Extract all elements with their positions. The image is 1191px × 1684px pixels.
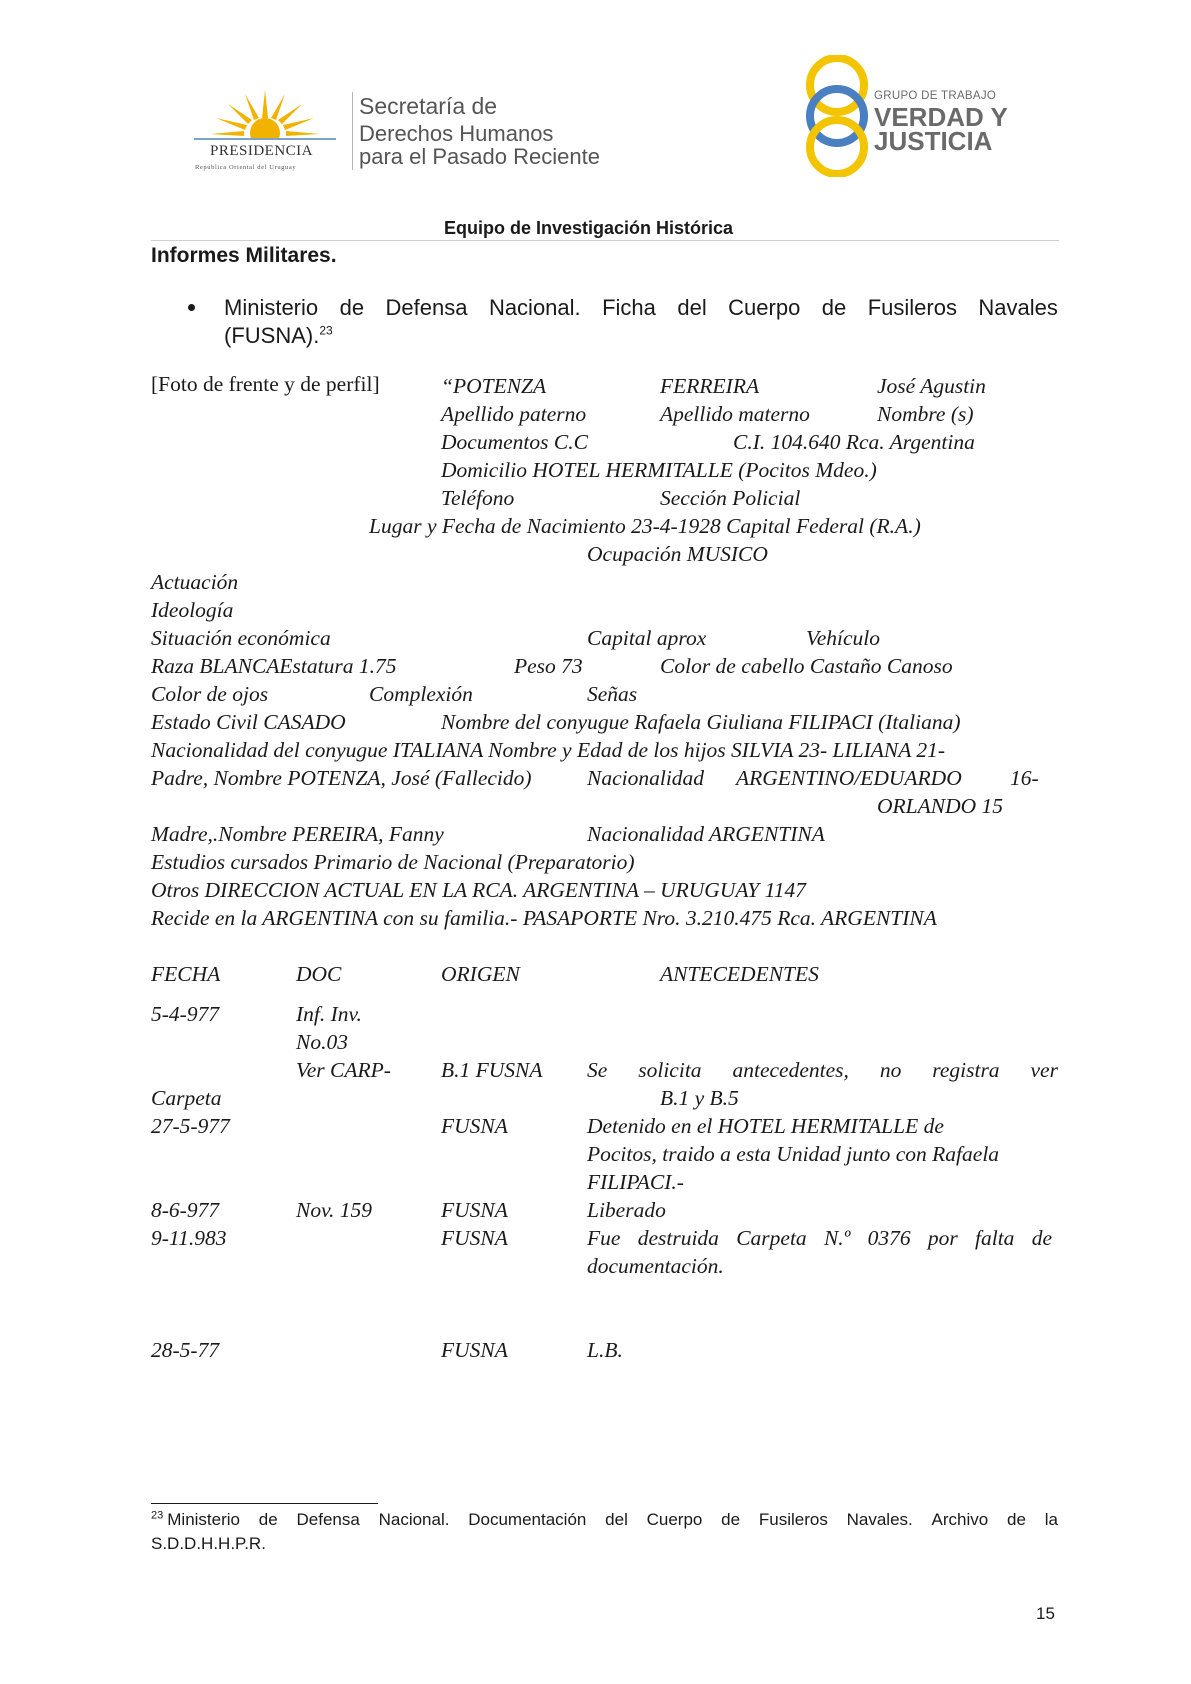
word: N.º (823, 1226, 851, 1250)
footnote-word: Archivo (931, 1510, 989, 1529)
grupo-justicia: JUSTICIA (874, 126, 993, 156)
complexion-label: Complexión (369, 682, 473, 706)
footnote-word: del (605, 1510, 628, 1529)
estado-civil: Estado Civil CASADO (151, 710, 346, 734)
word: de (1031, 1226, 1052, 1250)
bullet-word: Ficha (602, 295, 656, 320)
row4-fecha: 9-11.983 (151, 1226, 227, 1250)
footnote-word: de (1007, 1510, 1026, 1529)
hijo-orlando: ORLANDO 15 (877, 794, 1004, 818)
linked-rings-icon (800, 55, 875, 177)
footnote-word: Fusileros (758, 1510, 828, 1529)
nombre-label: Nombre (s) (877, 402, 974, 426)
row3-origen: FUSNA (441, 1198, 508, 1222)
bullet-word: Ministerio (224, 295, 319, 320)
padre-nombre: Padre, Nombre POTENZA, José (Fallecido) (151, 766, 532, 790)
apellido-materno-value: FERREIRA (660, 374, 760, 398)
apellido-materno-label: Apellido materno (660, 402, 810, 426)
secretaria-line1: Secretaría de (359, 93, 498, 119)
row1-carpeta: Carpeta (151, 1086, 222, 1110)
footnote-line1 (151, 1508, 1058, 1531)
team-heading: Equipo de Investigación Histórica (444, 218, 734, 238)
sun-icon (190, 88, 340, 148)
word: solicita (638, 1058, 702, 1082)
apellido-paterno-label: Apellido paterno (441, 402, 587, 426)
word: antecedentes, (732, 1058, 849, 1082)
row4-antecedentes-line2: documentación. (587, 1254, 724, 1278)
row4-origen: FUSNA (441, 1226, 508, 1250)
bullet-word: Fusileros (867, 295, 957, 320)
grupo-verdad: VERDAD Y (874, 102, 1008, 132)
footnote-word: la (1044, 1510, 1058, 1529)
row1-origen: B.1 FUSNA (441, 1058, 543, 1082)
verdad-justicia-logo (800, 55, 1070, 180)
table-header-origen: ORIGEN (441, 962, 520, 986)
footnote-word: Nacional. (378, 1510, 450, 1529)
bullet-line1 (224, 294, 1058, 322)
grupo-small: GRUPO DE TRABAJO (874, 90, 997, 102)
peso: Peso 73 (514, 654, 583, 678)
vehiculo-label: Vehículo (806, 626, 881, 650)
row1-fecha: 5-4-977 (151, 1002, 220, 1026)
bullet-word: de (339, 295, 365, 320)
lugar-fecha-nacimiento: Lugar y Fecha de Nacimiento 23-4-1928 Capital Federal (R.A.) (369, 514, 921, 538)
row1-doc-line3: Ver CARP- (296, 1058, 391, 1082)
apellido-paterno-value: “POTENZA (441, 374, 547, 398)
row5-fecha: 28-5-77 (151, 1338, 220, 1362)
header-divider (352, 92, 353, 170)
photo-placeholder: [Foto de frente y de perfil] (151, 372, 380, 396)
color-ojos-label: Color de ojos (151, 682, 269, 706)
secretaria-line2: Derechos Humanos (359, 121, 554, 146)
row1-doc-line1: Inf. Inv. (296, 1002, 362, 1026)
footnote-number: 23 (151, 1509, 164, 1522)
madre-nacionalidad: Nacionalidad ARGENTINA (587, 822, 825, 846)
footnote-line2: S.D.D.H.H.P.R. (151, 1534, 266, 1553)
situacion-label: Situación económica (151, 626, 331, 650)
padre-nacionalidad-value: ARGENTINO/EDUARDO (736, 766, 962, 790)
footnote-first (151, 1508, 240, 1531)
row3-doc: Nov. 159 (296, 1198, 373, 1222)
footnote-ref[interactable]: 23 (319, 323, 333, 338)
row2-origen: FUSNA (441, 1114, 508, 1138)
bullet-word: de (821, 295, 847, 320)
documentos-label: Documentos C.C (441, 430, 588, 454)
bullet-word: Cuerpo (728, 295, 801, 320)
hijo-edad: 16- (1010, 766, 1039, 790)
word: Fue (587, 1226, 621, 1250)
raza-estatura: Raza BLANCAEstatura 1.75 (151, 654, 397, 678)
footnote-word: Documentación (468, 1510, 587, 1529)
presidencia-word: PRESIDENCIA (210, 143, 314, 159)
word: ver (1030, 1058, 1058, 1082)
word: Carpeta (736, 1226, 807, 1250)
senas-label: Señas (587, 682, 638, 706)
ocupacion: Ocupación MUSICO (587, 542, 768, 566)
bullet-marker (188, 304, 195, 311)
footnote-word: Defensa (296, 1510, 360, 1529)
table-header-fecha: FECHA (151, 962, 221, 986)
actuacion-label: Actuación (151, 570, 239, 594)
capital-label: Capital aprox (587, 626, 707, 650)
telefono-label: Teléfono (441, 486, 515, 510)
row3-fecha: 8-6-977 (151, 1198, 220, 1222)
ideologia-label: Ideología (151, 598, 234, 622)
word: por (927, 1226, 958, 1250)
row5-antecedentes: L.B. (587, 1338, 623, 1362)
footnote-word: de (721, 1510, 741, 1529)
secretaria-line3: para el Pasado Reciente (359, 144, 600, 169)
bullet-word: del (677, 295, 707, 320)
row2-antecedentes-line1: Detenido en el HOTEL HERMITALLE de (587, 1114, 944, 1138)
bullet-word: Nacional. (488, 295, 581, 320)
row1-doc-line2: No.03 (296, 1030, 348, 1054)
page-number: 15 (1036, 1604, 1055, 1623)
table-header-antecedentes: ANTECEDENTES (660, 962, 819, 986)
row5-origen: FUSNA (441, 1338, 508, 1362)
table-header-doc: DOC (296, 962, 342, 986)
nombre-value: José Agustin (877, 374, 986, 398)
header-rule (151, 240, 1059, 241)
word: Se (587, 1058, 608, 1082)
otros: Otros DIRECCION ACTUAL EN LA RCA. ARGENTINA – URUGUAY 1147 (151, 878, 807, 902)
padre-nacionalidad-label: Nacionalidad (587, 766, 705, 790)
madre-nombre: Madre,.Nombre PEREIRA, Fanny (151, 822, 444, 846)
presidencia-logo (190, 88, 340, 178)
word: no (879, 1058, 902, 1082)
seccion-label: Sección Policial (660, 486, 801, 510)
word: registra (932, 1058, 1000, 1082)
footnote-word: Cuerpo (646, 1510, 703, 1529)
row2-antecedentes-line2: Pocitos, traido a esta Unidad junto con Rafaela (587, 1142, 1000, 1166)
row4-antecedentes-line1 (587, 1224, 1052, 1252)
footnote-word: Navales. (846, 1510, 913, 1529)
bullet-word: Navales (978, 295, 1058, 320)
row2-fecha: 27-5-977 (151, 1114, 230, 1138)
footnote-word: Ministerio (167, 1510, 240, 1529)
color-cabello: Color de cabello Castaño Canoso (660, 654, 953, 678)
bullet-line2-text: (FUSNA). (224, 323, 320, 348)
presidencia-subtitle: República Oriental del Uruguay (195, 164, 297, 171)
bullet-word: Defensa (385, 295, 468, 320)
estudios: Estudios cursados Primario de Nacional (Preparatorio) (151, 850, 635, 874)
nombre-conyugue: Nombre del conyugue Rafaela Giuliana FILIPACI (Italiana) (441, 710, 961, 734)
section-title: Informes Militares. (151, 244, 337, 267)
word: destruida (637, 1226, 719, 1250)
nacionalidad-conyugue-hijos: Nacionalidad del conyugue ITALIANA Nombre y Edad de los hijos SILVIA 23- LILIANA 21- (151, 738, 946, 762)
recide: Recide en la ARGENTINA con su familia.- PASAPORTE Nro. 3.210.475 Rca. ARGENTINA (151, 906, 937, 930)
word: 0376 (867, 1226, 911, 1250)
row3-antecedentes: Liberado (587, 1198, 666, 1222)
row1-antecedentes-line1 (587, 1056, 1058, 1084)
row2-antecedentes-line3: FILIPACI.- (587, 1170, 684, 1194)
word: falta (975, 1226, 1015, 1250)
row1-antecedentes-line2: B.1 y B.5 (660, 1086, 739, 1110)
footnote-word: de (258, 1510, 278, 1529)
ci-value: C.I. 104.640 Rca. Argentina (733, 430, 975, 454)
bullet-line2 (224, 322, 333, 350)
domicilio: Domicilio HOTEL HERMITALLE (Pocitos Mdeo.) (441, 458, 877, 482)
footnote-separator (151, 1503, 378, 1504)
